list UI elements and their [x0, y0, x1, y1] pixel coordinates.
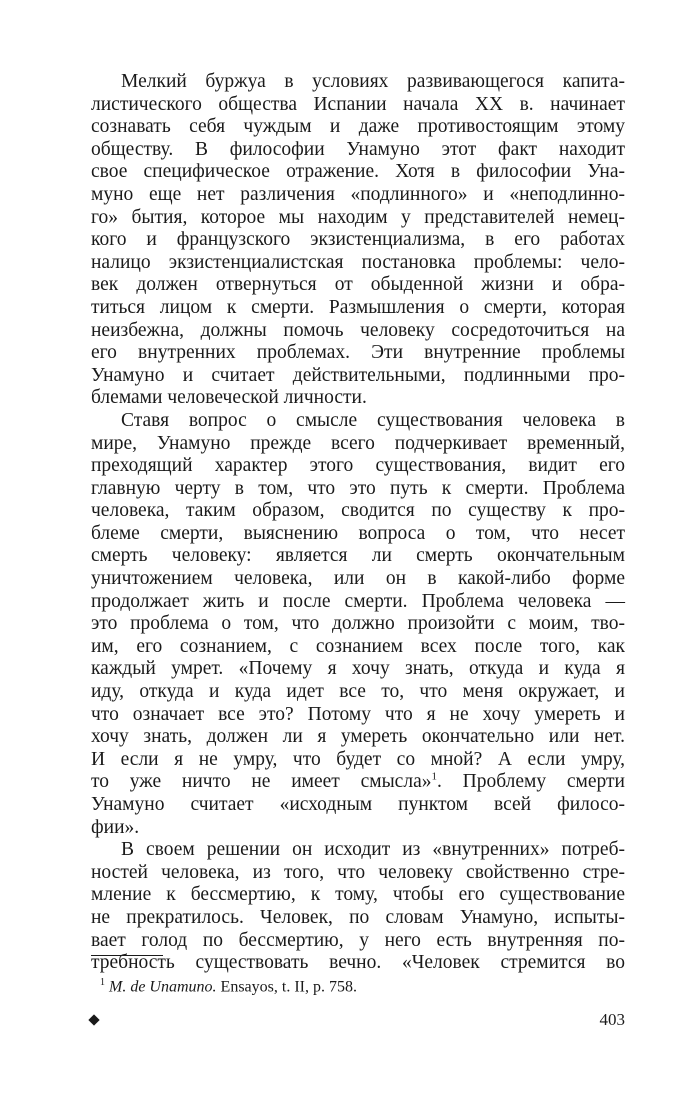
page-number: 403 — [599, 1010, 625, 1029]
text-line-content: го» бытия, которое мы находим у представителей немец- — [91, 206, 625, 228]
text-line — [91, 771, 625, 794]
text-line-content: блемами человеческой личности. — [91, 387, 367, 409]
footnote-author: M. de Unamuno. — [109, 978, 217, 996]
text-line — [91, 658, 625, 681]
text-line — [91, 613, 625, 636]
text-line — [91, 681, 625, 704]
text-line — [91, 274, 625, 297]
text-line-content: хочу знать, должен ли я умереть окончательно или нет. — [91, 726, 625, 748]
text-line-content: блеме смерти, выяснению вопроса о том, что несет — [91, 522, 625, 544]
text-line — [91, 749, 625, 772]
text-line-content: это проблема о том, что должно произойти с моим, тво- — [91, 613, 625, 635]
text-line — [91, 568, 625, 591]
text-line — [91, 862, 625, 885]
text-line-content: Унамуно считает «исходным пунктом всей филосо- — [91, 794, 625, 815]
text-line-content: листического общества Испании начала XX в. начинает — [91, 93, 625, 115]
body-text — [91, 71, 625, 975]
text-line — [91, 252, 625, 275]
text-line — [91, 297, 625, 320]
text-line — [91, 387, 625, 410]
text-line-content: им, его сознанием, с сознанием всех после того, как — [91, 635, 625, 657]
text-line-content: кого и французского экзистенциализма, в его работах — [91, 229, 625, 251]
text-line — [91, 478, 625, 501]
text-line-content: что означает все это? Потому что я не хочу умереть и — [91, 703, 625, 725]
text-line-content: свое специфическое отражение. Хотя в философии Уна- — [91, 161, 625, 183]
text-line — [91, 433, 625, 456]
text-line-content: сознавать себя чуждым и даже противостоящим этому — [91, 116, 625, 138]
text-line — [91, 342, 625, 365]
text-line — [91, 320, 625, 343]
text-line-content: человека, таким образом, сводится по существу к про- — [91, 500, 625, 522]
text-line — [91, 591, 625, 614]
text-line-content: В своем решении он исходит из «внутренних» потреб- — [121, 839, 625, 861]
text-line-content: Унамуно и считает действительными, подлинными про- — [91, 364, 625, 386]
text-line-content: И если я не умру, что будет со мной? А если умру, — [91, 748, 625, 770]
text-line — [91, 161, 625, 184]
text-line-content: то уже ничто не имеет смысла» — [91, 771, 432, 793]
text-line-content: мление к бессмертию, к тому, чтобы его существование — [91, 884, 625, 906]
text-line-content: требность существовать вечно. «Человек стремится во — [91, 952, 625, 974]
text-line — [91, 794, 625, 817]
text-line-content: Мелкий буржуа в условиях развивающегося капита- — [121, 71, 625, 92]
text-line — [91, 817, 625, 840]
text-line-content: обществу. В философии Унамуно этот факт находит — [91, 138, 625, 160]
text-line — [91, 455, 625, 478]
text-line — [91, 839, 625, 862]
text-line-content: каждый умрет. «Почему я хочу знать, откуда и куда я — [91, 658, 625, 680]
text-line-content: фии». — [91, 816, 140, 838]
text-line-content: муно еще нет различения «подлинного» и «неподлинно- — [91, 183, 625, 205]
text-line — [91, 545, 625, 568]
text-line — [91, 116, 625, 139]
text-line-content: преходящий характер этого существования, видит его — [91, 455, 625, 477]
text-line — [91, 907, 625, 930]
text-line-continuation: . Проблему смерти — [436, 771, 625, 793]
footnote-mark: 1 — [100, 977, 105, 988]
text-line — [91, 523, 625, 546]
text-line — [91, 952, 625, 975]
text-line — [91, 884, 625, 907]
footnote-text: Ensayos, t. II, p. 758. — [216, 978, 357, 996]
text-line — [91, 930, 625, 953]
text-line — [91, 71, 625, 94]
text-line-content: не прекратилось. Человек, по словам Унамуно, испыты- — [91, 906, 625, 928]
text-line — [91, 229, 625, 252]
text-line-content: титься лицом к смерти. Размышления о смерти, которая — [91, 296, 625, 318]
text-line — [91, 726, 625, 749]
text-line — [91, 184, 625, 207]
text-line-content: век должен отвернуться от обыденной жизни и обра- — [91, 274, 625, 296]
footnote-reference: 1 — [431, 770, 437, 783]
text-line — [91, 410, 625, 433]
text-line-content: мире, Унамуно прежде всего подчеркивает временный, — [91, 432, 625, 454]
text-line-content: продолжает жить и после смерти. Проблема человека — — [91, 590, 625, 612]
text-line — [91, 139, 625, 162]
text-line-content: Ставя вопрос о смысле существования человека в — [121, 409, 625, 431]
footnote — [91, 973, 625, 997]
text-line-content: иду, откуда и куда идет все то, что меня окружает, и — [91, 681, 625, 703]
text-line — [91, 500, 625, 523]
footnote-divider — [91, 955, 163, 956]
text-line-content: его внутренних проблемах. Эти внутренние проблемы — [91, 342, 625, 364]
text-line-content: смерть человеку: является ли смерть окончательным — [91, 545, 625, 567]
text-line — [91, 365, 625, 388]
text-line — [91, 636, 625, 659]
text-line-content: главную черту в том, что это путь к смерти. Проблема — [91, 477, 625, 499]
text-line-content: вает голод по бессмертию, у него есть внутренняя по- — [91, 929, 625, 951]
text-line-content: налицо экзистенциалистская постановка проблемы: чело- — [91, 251, 625, 273]
text-line — [91, 94, 625, 117]
text-line-content: ностей человека, из того, что человеку свойственно стре- — [91, 861, 625, 883]
printer-mark-icon — [88, 1014, 99, 1025]
text-line-content: уничтожением человека, или он в какой-либо форме — [91, 568, 625, 590]
text-line — [91, 207, 625, 230]
text-line-content: неизбежна, должны помочь человеку сосредоточиться на — [91, 319, 625, 341]
text-line — [91, 704, 625, 727]
